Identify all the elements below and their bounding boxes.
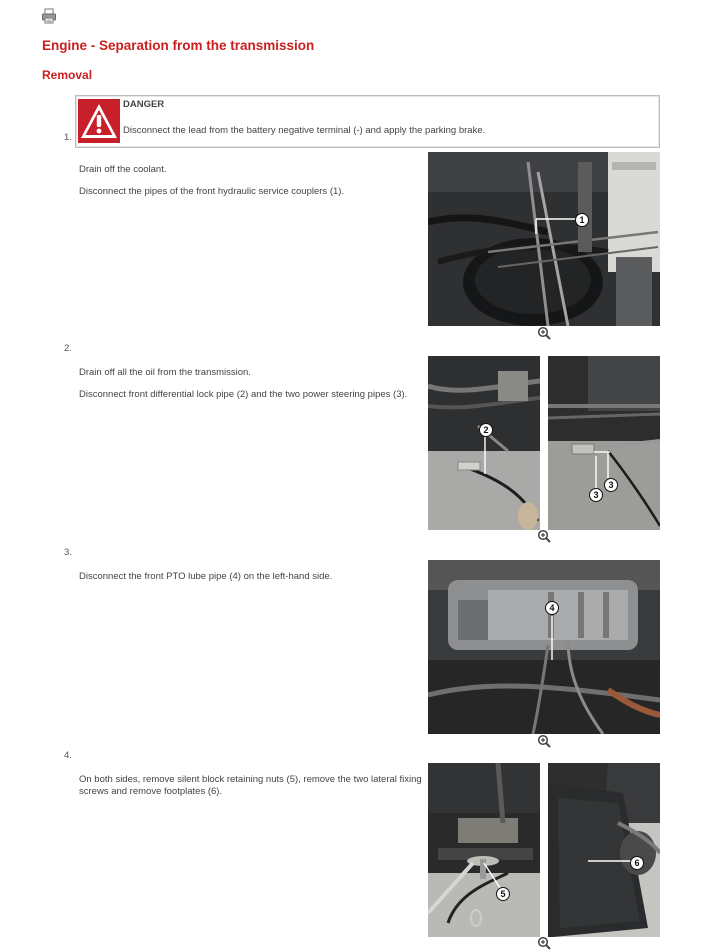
zoom-in-icon[interactable]: [537, 936, 551, 950]
section-title: Removal: [42, 68, 93, 82]
step-3-photo: [428, 560, 660, 734]
step-number: 3.: [64, 547, 72, 558]
zoom-in-icon[interactable]: [537, 326, 551, 340]
callout-label: 5: [496, 887, 510, 901]
warning-triangle-icon: [78, 99, 120, 143]
callout-label: 6: [630, 856, 644, 870]
callout-label: 2: [479, 423, 493, 437]
danger-title: DANGER: [123, 99, 165, 110]
step-2-photo-left: [428, 356, 540, 530]
printer-icon[interactable]: [41, 8, 57, 24]
step-number: 2.: [64, 343, 72, 354]
zoom-in-icon[interactable]: [537, 734, 551, 748]
callout-label: 1: [575, 213, 589, 227]
zoom-in-icon[interactable]: [537, 529, 551, 543]
step-1-line-2: Disconnect the pipes of the front hydraulic service couplers (1).: [79, 186, 345, 197]
step-4-photo-right: [548, 763, 660, 937]
step-4-line-1: On both sides, remove silent block retaining nuts (5), remove the two lateral fixing screws and remove footplates (6).: [79, 774, 422, 797]
step-2-line-2: Disconnect front differential lock pipe (2) and the two power steering pipes (3).: [79, 389, 408, 400]
step-4-photo-left: [428, 763, 540, 937]
step-3-line-1: Disconnect the front PTO lube pipe (4) on the left-hand side.: [79, 571, 333, 582]
step-2-photo-right: [548, 356, 660, 530]
step-1-photo: [428, 152, 660, 326]
page-title: Engine - Separation from the transmission: [42, 38, 315, 53]
callout-label: 3: [604, 478, 618, 492]
callout-label: 4: [545, 601, 559, 615]
step-2-line-1: Drain off all the oil from the transmission.: [79, 367, 251, 378]
step-number: 1.: [64, 132, 72, 143]
step-number: 4.: [64, 750, 72, 761]
callout-label: 3: [589, 488, 603, 502]
danger-text: Disconnect the lead from the battery negative terminal (-) and apply the parking brake.: [123, 125, 486, 136]
step-1-line-1: Drain off the coolant.: [79, 164, 167, 175]
